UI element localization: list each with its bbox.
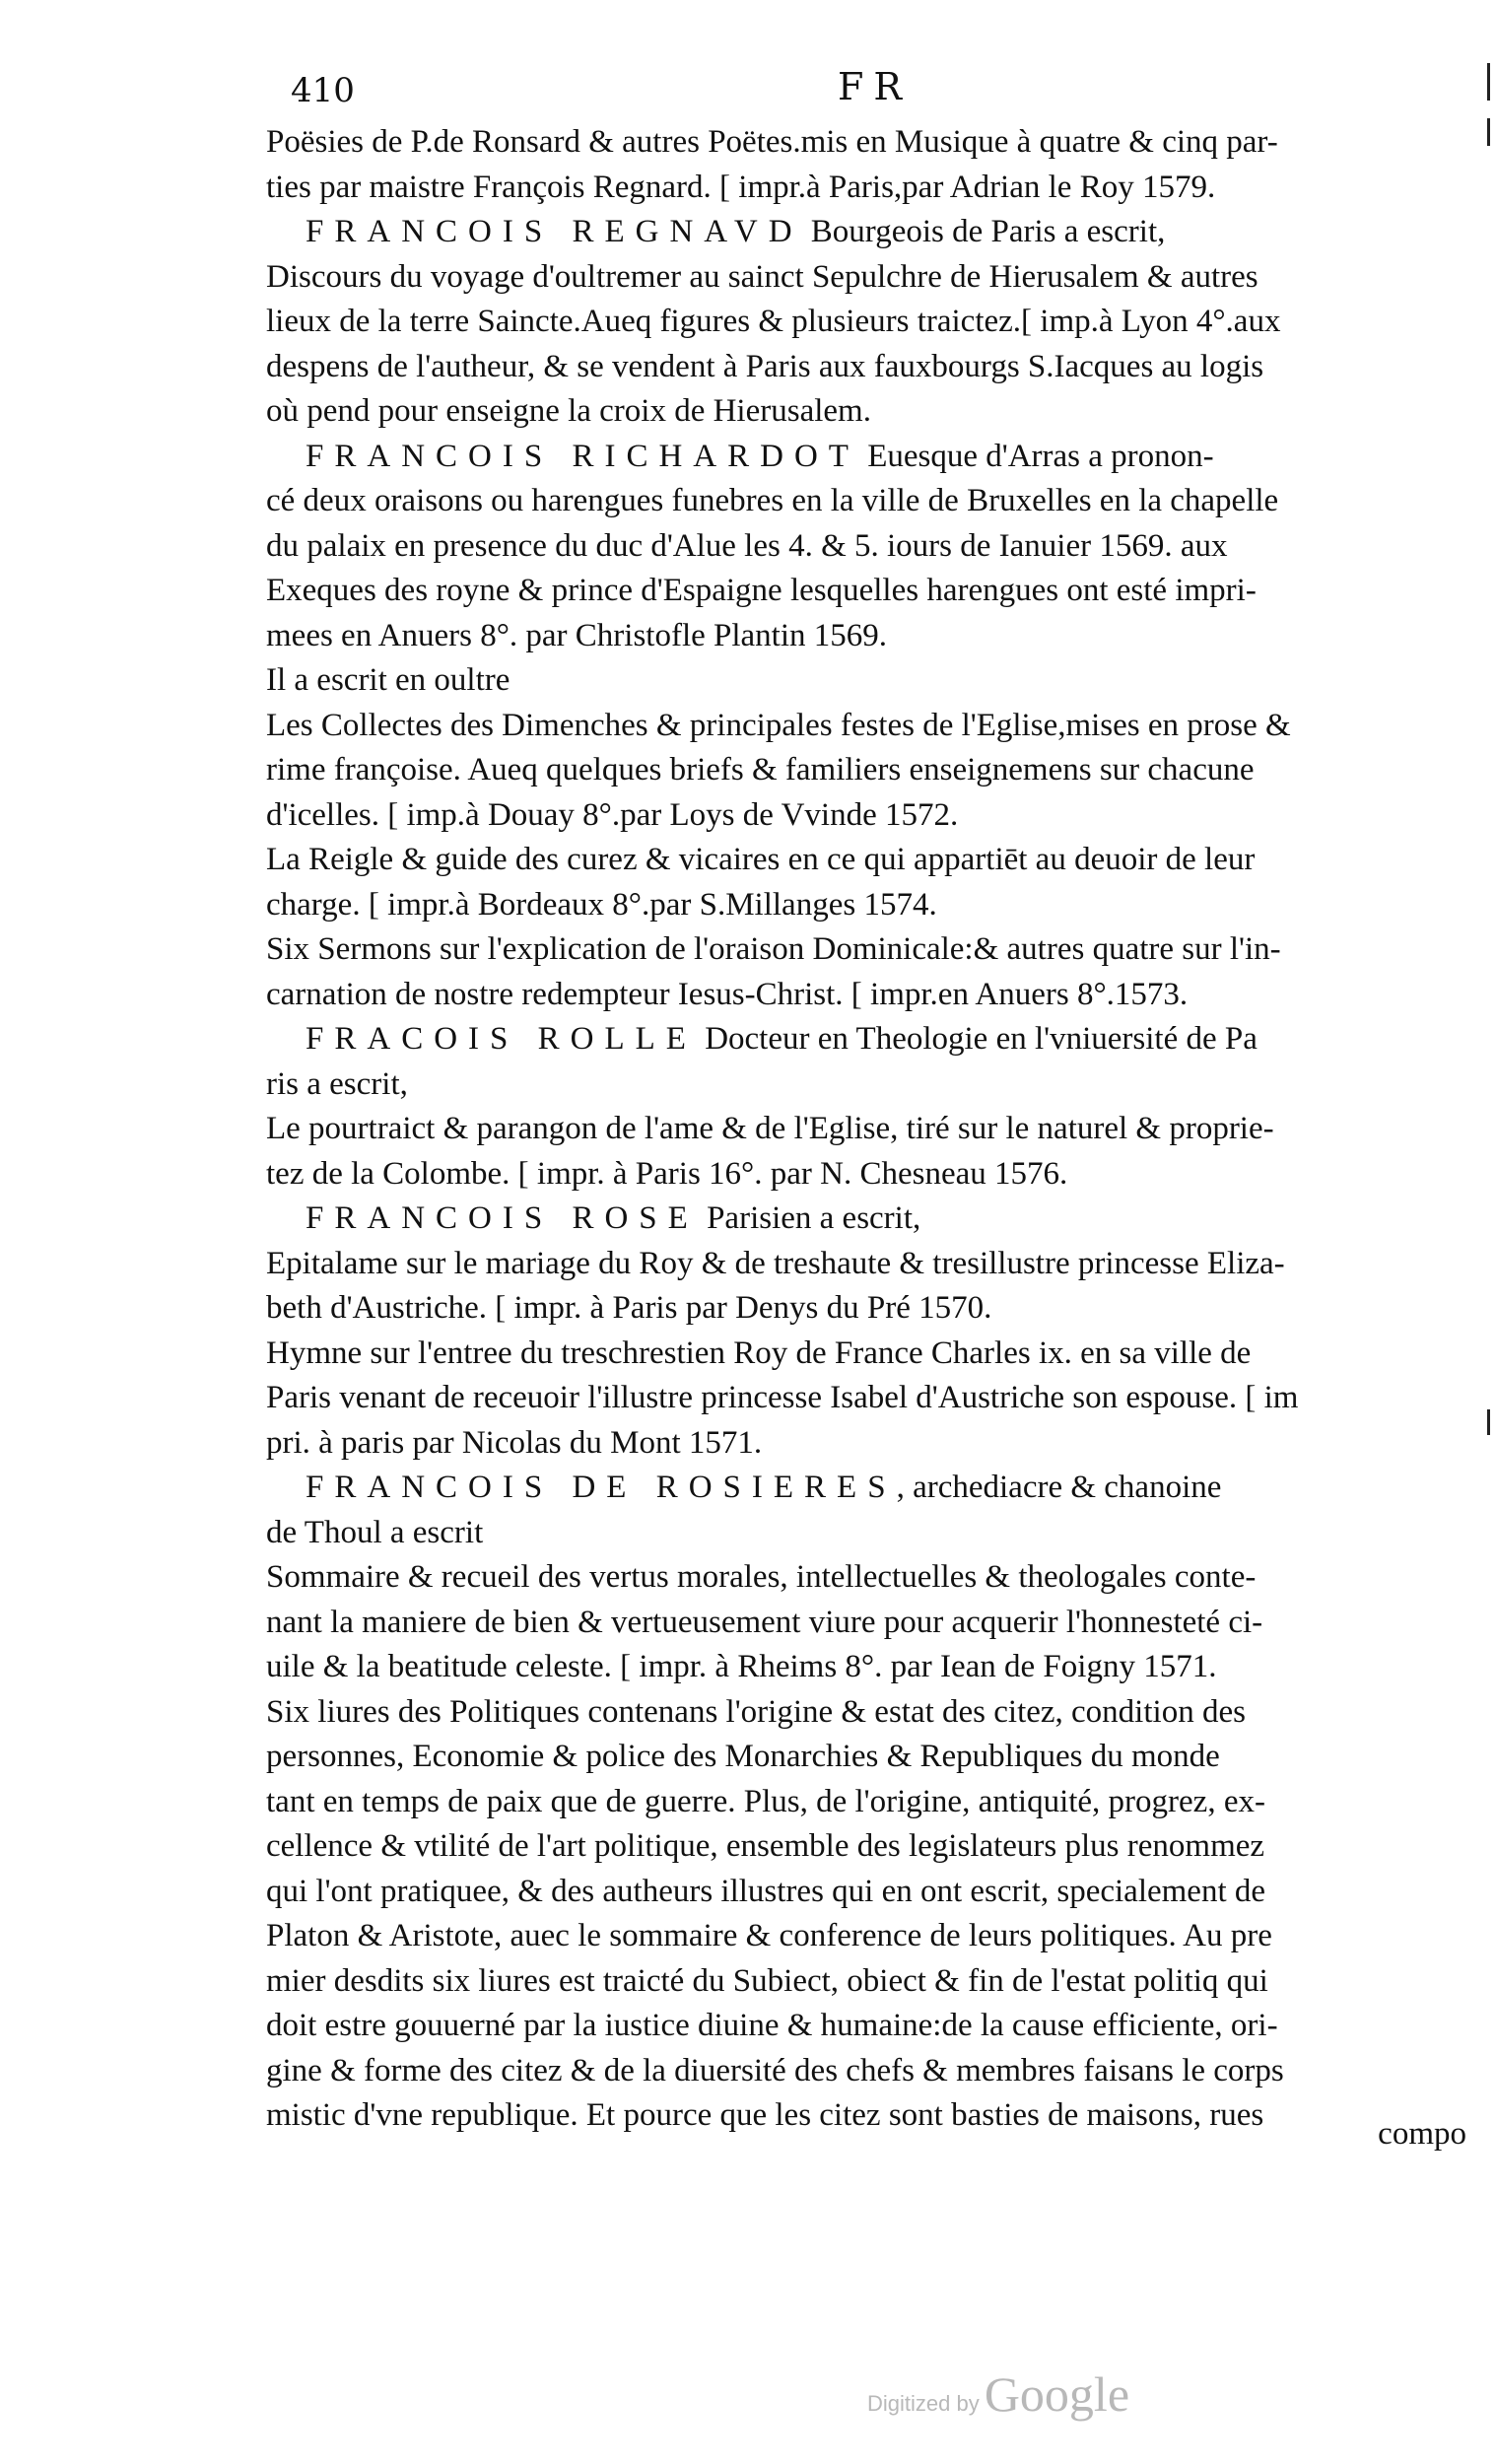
text-line: La Reigle & guide des curez & vicaires en ce qui appartiēt au deuoir de leur (266, 842, 1256, 877)
text-line: tant en temps de paix que de guerre. Plus, de l'origine, antiquité, progrez, ex- (266, 1783, 1265, 1819)
text-line: Sommaire & recueil des vertus morales, intellectuelles & theologales conte- (266, 1559, 1257, 1595)
text-line: qui l'ont pratiquee, & des autheurs illustres qui en ont escrit, specialement de (266, 1873, 1266, 1909)
catchword: compo (1378, 2116, 1466, 2152)
page-edge-mark (1487, 63, 1490, 101)
text-line: tez de la Colombe. [ impr. à Paris 16°. par N. Chesneau 1576. (266, 1155, 1068, 1192)
text-line: Les Collectes des Dimenches & principales festes de l'Eglise,mises en prose & (266, 707, 1291, 743)
text-line: où pend pour enseigne la croix de Hierusalem. (266, 393, 871, 429)
text-line: rime françoise. Aueq quelques briefs & familiers enseignemens sur chacune (266, 752, 1255, 787)
page-edge-mark (1487, 118, 1490, 146)
entry-heading-line (266, 1466, 1468, 1511)
running-head: FR (838, 65, 912, 108)
text-line: Platon & Aristote, auec le sommaire & conference de leurs politiques. Au pre (266, 1918, 1272, 1953)
text-line: mistic d'vne republique. Et pource que les citez sont basties de maisons, rues (266, 2097, 1264, 2133)
text-line: ties par maistre François Regnard. [ impr.à Paris,par Adrian le Roy 1579. (266, 169, 1216, 205)
text-line: pri. à paris par Nicolas du Mont 1571. (266, 1424, 763, 1461)
text-line: cé deux oraisons ou harengues funebres en la ville de Bruxelles en la chapelle (266, 483, 1279, 518)
author-heading: FRANCOIS REGNAVD (306, 214, 803, 249)
text-line: Le pourtraict & parangon de l'ame & de l'Eglise, tiré sur le naturel & proprie- (266, 1111, 1274, 1146)
text-line: ris a escrit, (266, 1065, 408, 1102)
watermark-brand: Google (984, 2366, 1130, 2422)
text-line: Six liures des Politiques contenans l'origine & estat des citez, condition des (266, 1693, 1246, 1730)
author-heading: FRACOIS ROLLE (306, 1021, 697, 1057)
author-heading: FRANCOIS ROSE (306, 1200, 699, 1236)
body-text (266, 120, 1468, 2183)
page-header (291, 61, 1454, 120)
entry-heading-line (266, 1017, 1468, 1062)
text-line: d'icelles. [ imp.à Douay 8°.par Loys de Vvinde 1572. (266, 796, 959, 833)
text-line: gine & forme des citez & de la diuersité des chefs & membres faisans le corps (266, 2052, 1284, 2088)
text-line: Six Sermons sur l'explication de l'oraison Dominicale:& autres quatre sur l'in- (266, 931, 1281, 967)
text-line: beth d'Austriche. [ impr. à Paris par Denys du Pré 1570. (266, 1290, 992, 1326)
entry-heading-line (266, 435, 1468, 480)
text-line: Hymne sur l'entree du treschrestien Roy de France Charles ix. en sa ville de (266, 1335, 1252, 1371)
text-line: uile & la beatitude celeste. [ impr. à Rheims 8°. par Iean de Foigny 1571. (266, 1649, 1217, 1684)
heading-rest: Bourgeois de Paris a escrit, (802, 214, 1166, 249)
digitized-watermark (867, 2365, 1129, 2423)
text-line: despens de l'autheur, & se vendent à Paris aux fauxbourgs S.Iacques au logis (266, 348, 1264, 384)
watermark-prefix: Digitized by (867, 2391, 980, 2416)
text-line: du palaix en presence du duc d'Alue les 4. & 5. iours de Ianuier 1569. aux (266, 527, 1228, 564)
text-line: Poësies de P.de Ronsard & autres Poëtes.mis en Musique à quatre & cinq par- (266, 124, 1278, 160)
author-heading: FRANCOIS DE ROSIERES (306, 1470, 897, 1505)
text-line: Discours du voyage d'oultremer au sainct Sepulchre de Hierusalem & autres (266, 258, 1258, 295)
entry-heading-line (266, 210, 1468, 255)
text-line: lieux de la terre Saincte.Aueq figures & plusieurs traictez.[ imp.à Lyon 4°.aux (266, 304, 1281, 339)
heading-rest: Docteur en Theologie en l'vniuersité de Pa (696, 1021, 1258, 1057)
text-line: mees en Anuers 8°. par Christofle Plantin 1569. (266, 617, 888, 653)
text-line: Paris venant de receuoir l'illustre princesse Isabel d'Austriche son espouse. [ im (266, 1380, 1299, 1415)
text-line: nant la maniere de bien & vertueusement viure pour acquerir l'honnesteté ci- (266, 1604, 1263, 1640)
heading-rest: Euesque d'Arras a pronon- (858, 438, 1214, 474)
text-line: personnes, Economie & police des Monarchies & Republiques du monde (266, 1739, 1220, 1774)
text-line: mier desdits six liures est traicté du Subiect, obiect & fin de l'estat politiq qui (266, 1962, 1268, 1999)
text-line: Exeques des royne & prince d'Espaigne lesquelles harengues ont esté impri- (266, 573, 1257, 608)
heading-rest: Parisien a escrit, (698, 1200, 921, 1236)
text-line: charge. [ impr.à Bordeaux 8°.par S.Millanges 1574. (266, 886, 937, 923)
text-line: doit estre gouuerné par la iustice diuine & humaine:de la cause efficiente, ori- (266, 2008, 1278, 2043)
heading-rest: , archediacre & chanoine (896, 1470, 1222, 1505)
text-line: carnation de nostre redempteur Iesus-Christ. [ impr.en Anuers 8°.1573. (266, 976, 1189, 1012)
page-edge-mark (1487, 1409, 1490, 1435)
entry-heading-line (266, 1197, 1468, 1242)
text-line: de Thoul a escrit (266, 1514, 484, 1550)
page-number: 410 (291, 71, 355, 110)
text-line: cellence & vtilité de l'art politique, ensemble des legislateurs plus renommez (266, 1828, 1265, 1864)
author-heading: FRANCOIS RICHARDOT (306, 438, 859, 474)
text-line: Il a escrit en oultre (266, 662, 510, 698)
text-line (266, 2139, 1468, 2184)
text-line: Epitalame sur le mariage du Roy & de treshaute & tresillustre princesse Eliza- (266, 1245, 1285, 1281)
